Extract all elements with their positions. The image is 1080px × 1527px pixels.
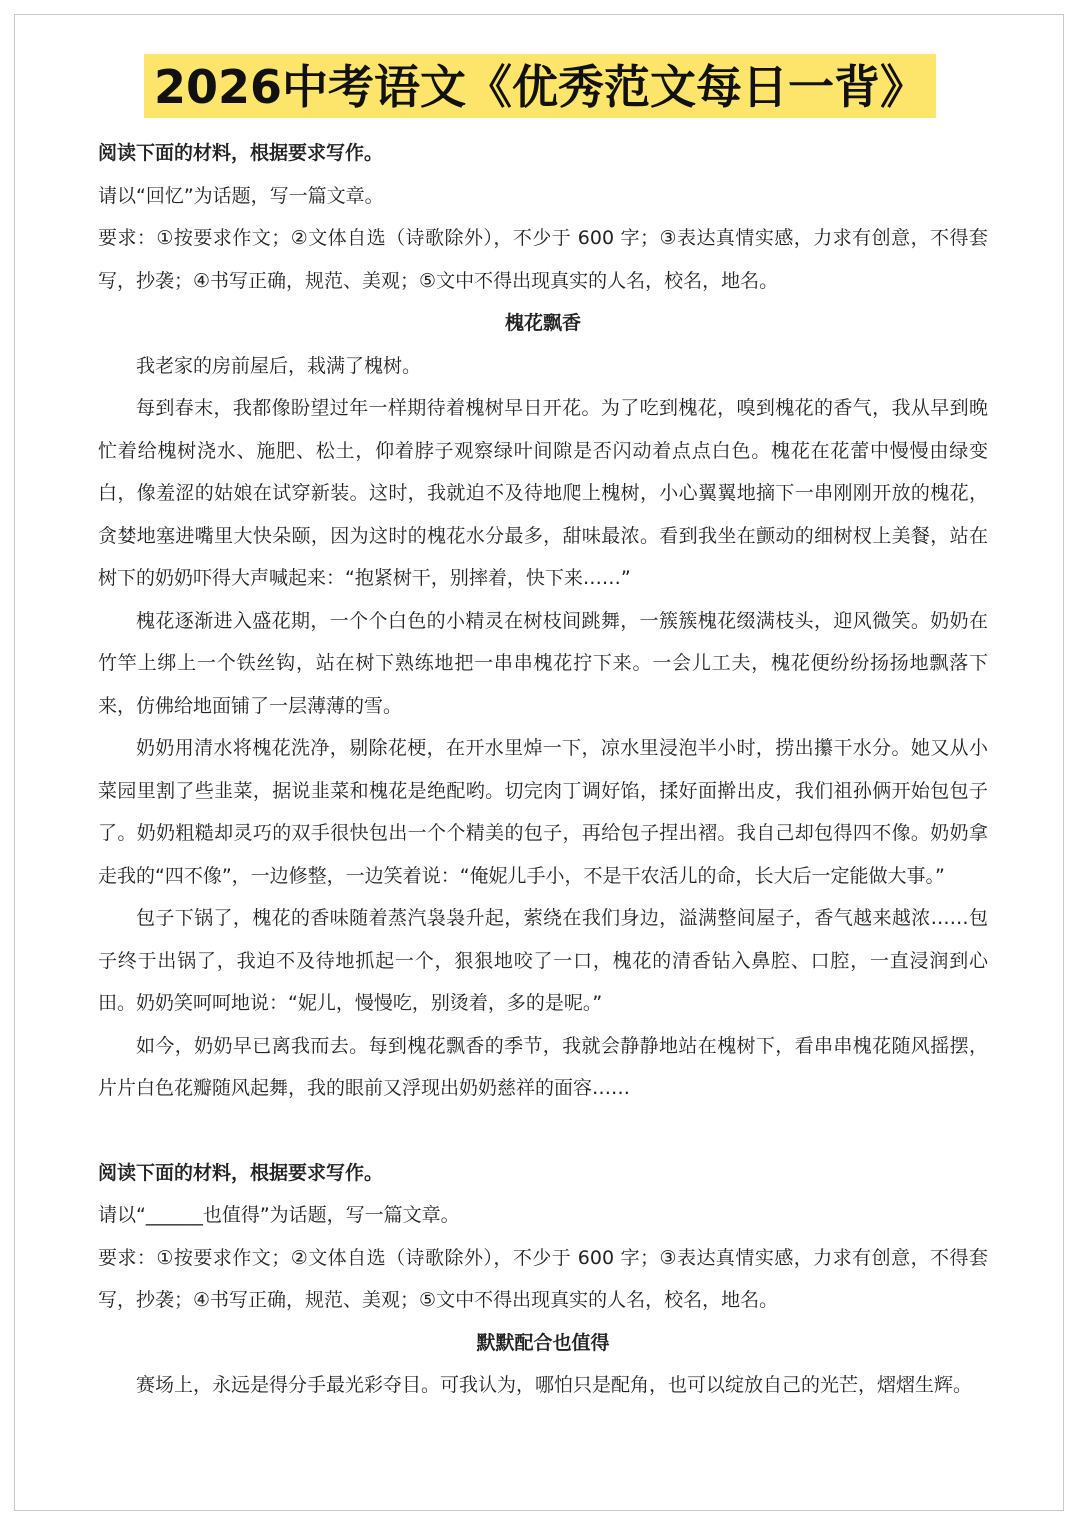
essay-paragraph: 我老家的房前屋后，栽满了槐树。 [136,354,422,377]
section-spacer [98,1110,988,1152]
essay-section-2 [98,1152,988,1407]
essay-title: 槐花飘香 [504,312,581,334]
page-title: 2026中考语文《优秀范文每日一背》 [144,54,936,118]
essay-section-1 [98,132,988,1110]
requirements-text: 要求：①按要求作文；②文体自选（诗歌除外），不少于 600 字；③表达真情实感，力求有创意，不得套写，抄袭；④书写正确，规范、美观；⑤文中不得出现真实的人名，校名，地名。 [98,227,988,292]
essay-paragraph: 包子下锅了，槐花的香味随着蒸汽袅袅升起，萦绕在我们身边，溢满整间屋子，香气越来越浓……包子终于出锅了，我迫不及待地抓起一个，狠狠地咬了一口，槐花的清香钻入鼻腔、口腔，一直浸润到心田。奶奶笑呵呵地说：“妮儿，慢慢吃，别烫着，多的是呢。” [98,907,988,1014]
essay-paragraph: 奶奶用清水将槐花洗净，剔除花梗，在开水里焯一下，凉水里浸泡半小时，捞出攥干水分。她又从小菜园里割了些韭菜，据说韭菜和槐花是绝配哟。切完肉丁调好馅，揉好面擀出皮，我们祖孙俩开始包包子了。奶奶粗糙却灵巧的双手很快包出一个个精美的包子，再给包子捏出褶。我自己却包得四不像。奶奶拿走我的“四不像”，一边修整，一边笑着说：“俺妮儿手小，不是干农活儿的命，长大后一定能做大事。” [98,737,988,887]
instruction-text: 阅读下面的材料，根据要求写作。 [98,142,384,164]
essay-title: 默默配合也值得 [476,1331,610,1354]
instruction-text: 阅读下面的材料，根据要求写作。 [98,1161,384,1184]
essay-paragraph: 每到春末，我都像盼望过年一样期待着槐树早日开花。为了吃到槐花，嗅到槐花的香气，我从早到晚忙着给槐树浇水、施肥、松土，仰着脖子观察绿叶间隙是否闪动着点点白色。槐花在花蕾中慢慢由绿变白，像羞涩的姑娘在试穿新装。这时，我就迫不及待地爬上槐树，小心翼翼地摘下一串刚刚开放的槐花，贪婪地塞进嘴里大快朵颐，因为这时的槐花水分最多，甜味最浓。看到我坐在颤动的细树杈上美餐，站在树下的奶奶吓得大声喊起来：“抱紧树干，别摔着，快下来……” [98,397,988,589]
essay-paragraph: 如今，奶奶早已离我而去。每到槐花飘香的季节，我就会静静地站在槐树下，看串串槐花随风摇摆，片片白色花瓣随风起舞，我的眼前又浮现出奶奶慈祥的面容…… [98,1034,988,1099]
essay-paragraph: 槐花逐渐进入盛花期，一个个白色的小精灵在树枝间跳舞，一簇簇槐花缀满枝头，迎风微笑。奶奶在竹竿上绑上一个铁丝钩，站在树下熟练地把一串串槐花拧下来。一会儿工夫，槐花便纷纷扬扬地飘落下来，仿佛给地面铺了一层薄薄的雪。 [98,609,988,717]
essay-paragraph: 赛场上，永远是得分手最光彩夺目。可我认为，哪怕只是配角，也可以绽放自己的光芒，熠熠生辉。 [136,1374,973,1396]
essay-prompt: 请以“______也值得”为话题，写一篇文章。 [98,1204,460,1226]
header [0,54,1080,118]
document-body [98,132,988,1407]
essay-prompt: 请以“回忆”为话题，写一篇文章。 [98,184,384,207]
requirements-text: 要求：①按要求作文；②文体自选（诗歌除外），不少于 600 字；③表达真情实感，力求有创意，不得套写，抄袭；④书写正确，规范、美观；⑤文中不得出现真实的人名，校名，地名。 [98,1246,988,1311]
